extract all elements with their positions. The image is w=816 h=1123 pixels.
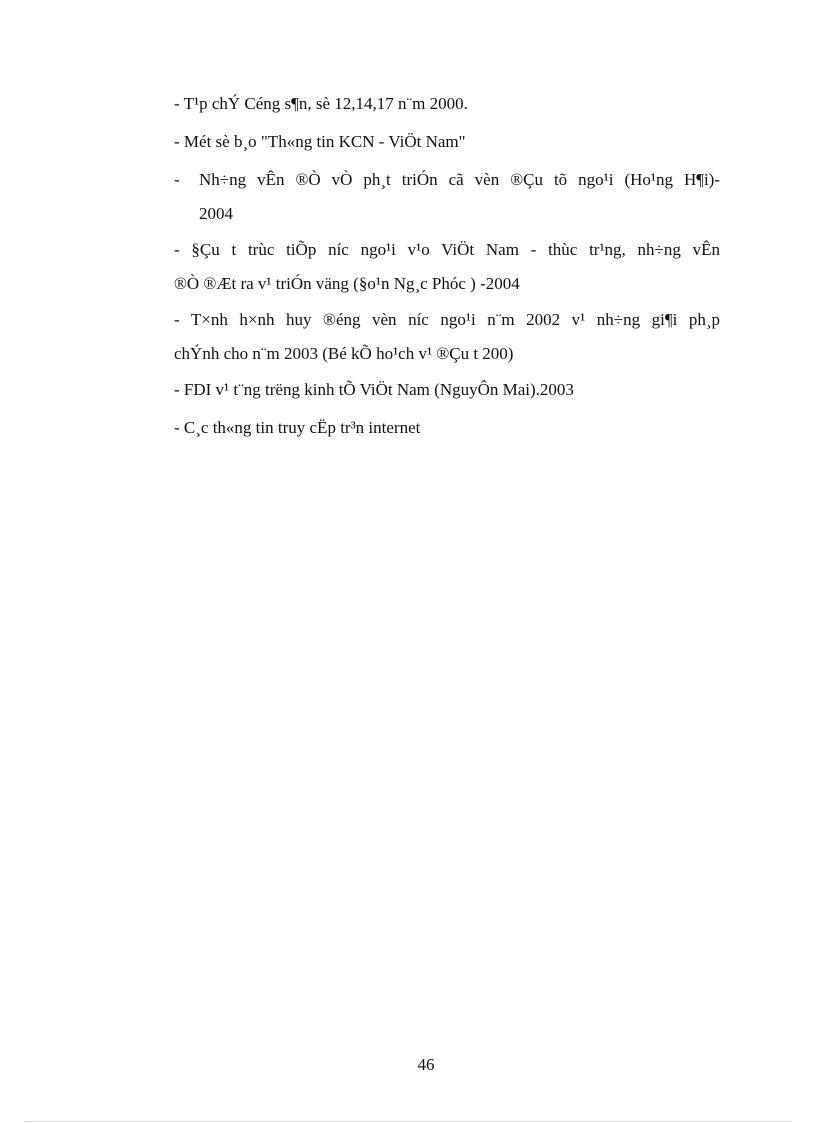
reference-line: - §Çu t trùc tiÕp níc ngo¹i v¹o ViÖt Nam - thùc tr¹ng, nh÷ng vÊn	[174, 240, 720, 259]
reference-line: - T×nh h×nh huy ®éng vèn níc ngo¹i n¨m 2002 v¹ nh÷ng gi¶i ph¸p	[174, 310, 720, 329]
reference-item: - Mét sè b¸o "Th«ng tin KCN - ViÖt Nam"	[174, 132, 466, 151]
reference-item: - C¸c th«ng tin truy cËp tr³n internet	[174, 418, 421, 437]
page-number: 46	[417, 1055, 435, 1074]
reference-line: ®Ò ®Æt ra v¹ triÓn väng (§o¹n Ng¸c Phóc ) -2004	[174, 274, 520, 293]
reference-item: - FDI v¹ t¨ng trëng kinh tÕ ViÖt Nam (NguyÔn Mai).2003	[174, 380, 574, 399]
reference-dash: -	[174, 170, 180, 189]
reference-line: Nh÷ng vÊn ®Ò vÒ ph¸t triÓn cã vèn ®Çu tõ ngo¹i (Ho¹ng H¶i)-	[199, 170, 720, 189]
reference-line: 2004	[199, 204, 233, 223]
reference-line: chÝnh cho n¨m 2003 (Bé kÕ ho¹ch v¹ ®Çu t 200)	[174, 344, 514, 363]
page-divider	[24, 1121, 792, 1122]
reference-item: - T¹p chÝ Céng s¶n, sè 12,14,17 n¨m 2000.	[174, 94, 468, 113]
